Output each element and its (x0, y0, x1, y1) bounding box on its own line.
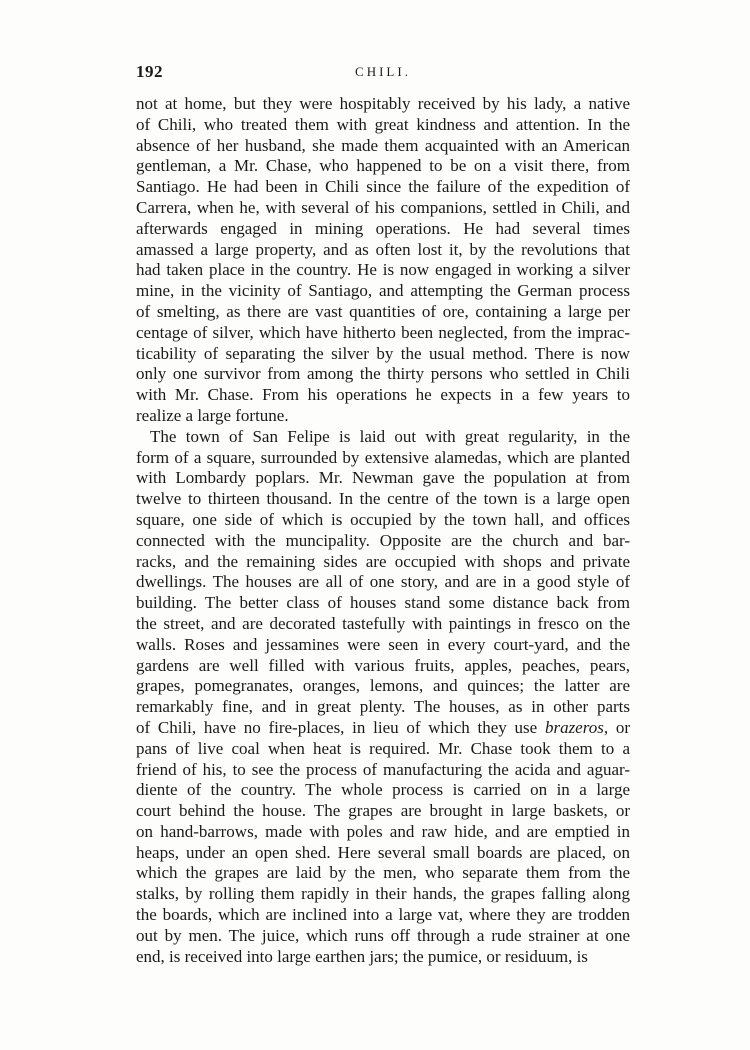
body-text (136, 94, 630, 967)
text-line: mine, in the vicinity of Santiago, and attempting the German process (136, 281, 630, 301)
text-line: out by men. The juice, which runs off through a rude strainer at one (136, 925, 630, 945)
text-line: amassed a large property, and as often lost it, by the revolutions that (136, 239, 630, 259)
text-line: twelve to thirteen thousand. In the centre of the town is a large open (136, 489, 630, 509)
text-line: afterwards engaged in mining operations. He had several times (136, 218, 630, 238)
text-line: centage of silver, which have hitherto been neglected, from the imprac- (136, 322, 630, 342)
text-line: form of a square, surrounded by extensive alamedas, which are planted (136, 447, 630, 467)
text-line: which the grapes are laid by the men, who separate them from the (136, 863, 630, 883)
text-line: on hand-barrows, made with poles and raw hide, and are emptied in (136, 821, 630, 841)
text-line: the street, and are decorated tastefully with paintings in fresco on the (136, 613, 630, 633)
text-line: grapes, pomegranates, oranges, lemons, and quinces; the latter are (136, 676, 630, 696)
running-title: CHILI. (355, 64, 411, 79)
text-line: building. The better class of houses stand some distance back from (136, 593, 630, 613)
text-line: court behind the house. The grapes are brought in large baskets, or (136, 801, 630, 821)
text-line: pans of live coal when heat is required. Mr. Chase took them to a (136, 738, 630, 758)
text-line: Carrera, when he, with several of his companions, settled in Chili, and (136, 197, 630, 217)
text-line: remarkably fine, and in great plenty. The houses, as in other parts (136, 697, 630, 717)
text-line: of smelting, as there are vast quantities of ore, containing a large per (136, 301, 630, 321)
text-line: diente of the country. The whole process is carried on in a large (136, 780, 630, 800)
text-line: with Lombardy poplars. Mr. Newman gave the population at from (136, 468, 630, 488)
text-line: square, one side of which is occupied by the town hall, and offices (136, 509, 630, 529)
text-line: friend of his, to see the process of manufacturing the acida and aguar- (136, 759, 630, 779)
text-line: not at home, but they were hospitably received by his lady, a native (136, 94, 630, 113)
page-number: 192 (136, 62, 163, 81)
text-line: heaps, under an open shed. Here several small boards are placed, on (136, 842, 630, 862)
text-line: walls. Roses and jessamines were seen in every court-yard, and the (136, 634, 630, 654)
text-line: racks, and the remaining sides are occupied with shops and private (136, 551, 630, 571)
text-line: the boards, which are inclined into a large vat, where they are trodden (136, 905, 630, 925)
text-line: connected with the muncipality. Opposite are the church and bar- (136, 530, 630, 550)
text-line: with Mr. Chase. From his operations he expects in a few years to (136, 385, 630, 405)
text-line: Santiago. He had been in Chili since the failure of the expedition of (136, 177, 630, 197)
text-line: only one survivor from among the thirty persons who settled in Chili (136, 364, 630, 384)
text-line: gentleman, a Mr. Chase, who happened to be on a visit there, from (136, 156, 630, 176)
text-line: stalks, by rolling them rapidly in their hands, the grapes falling along (136, 884, 630, 904)
text-line: end, is received into large earthen jars; the pumice, or residuum, is (136, 946, 588, 966)
italic-term: brazeros (544, 717, 604, 737)
text-line: dwellings. The houses are all of one story, and are in a good style of (136, 572, 630, 592)
text-line: of Chili, have no fire-places, in lieu of which they use brazeros, or (136, 717, 630, 737)
text-line: The town of San Felipe is laid out with great regularity, in the (150, 426, 630, 446)
text-line: realize a large fortune. (136, 405, 289, 425)
text-line: ticability of separating the silver by the usual method. There is now (136, 343, 630, 363)
text-line: absence of her husband, she made them acquainted with an American (136, 135, 630, 155)
text-line: had taken place in the country. He is now engaged in working a silver (136, 260, 630, 280)
text-line: of Chili, who treated them with great kindness and attention. In the (136, 114, 630, 134)
page-header (136, 62, 630, 84)
text-line: gardens are well filled with various fruits, apples, peaches, pears, (136, 655, 630, 675)
